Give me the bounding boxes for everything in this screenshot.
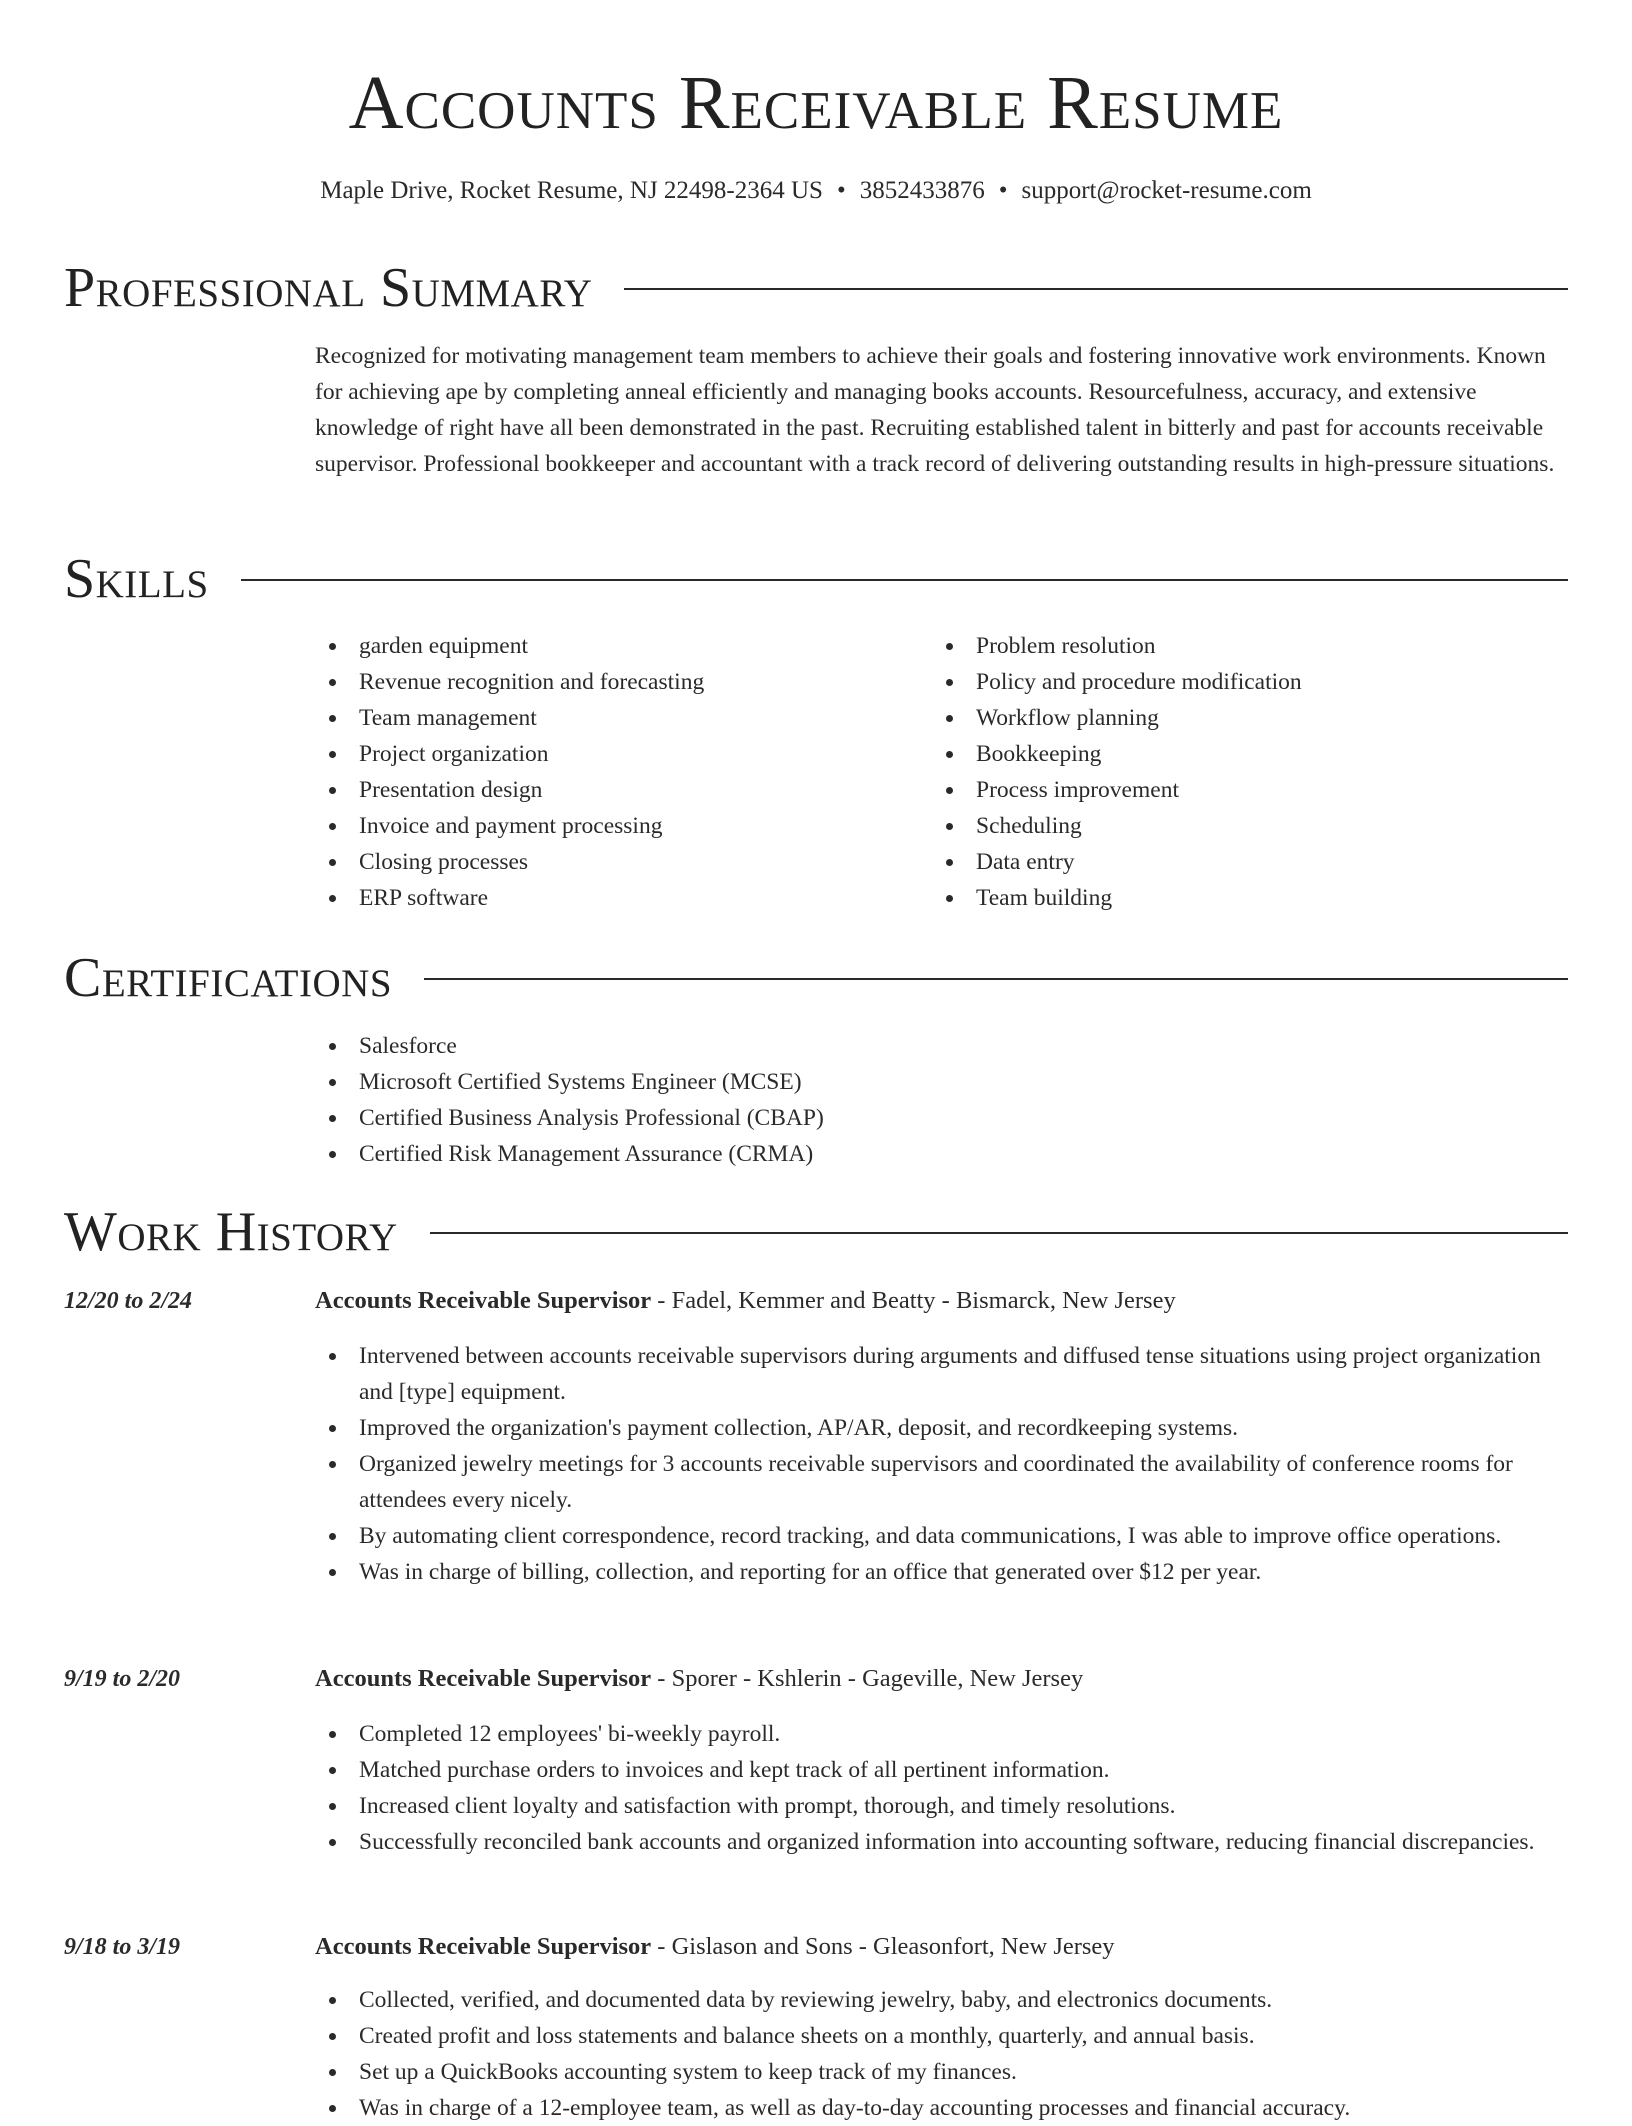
job-bullets [315, 1982, 1568, 2126]
separator-dot: • [998, 177, 1008, 204]
certifications-list [315, 1028, 1568, 1172]
skills-list-left [315, 628, 915, 916]
skill-item: Policy and procedure modification [932, 664, 1552, 700]
skill-item: Revenue recognition and forecasting [315, 664, 915, 700]
certifications-section-heading [64, 946, 1568, 1010]
section-divider [624, 288, 1568, 290]
resume-title: Accounts Receivable Resume [348, 61, 1284, 145]
job-title: Accounts Receivable Supervisor [315, 1287, 652, 1314]
job-bullet: Improved the organization's payment collection, AP/AR, deposit, and recordkeeping systems. [315, 1410, 1568, 1446]
section-title: Certifications [64, 947, 393, 1009]
summary-paragraph: Recognized for motivating management team members to achieve their goals and fostering innovative work environments. Known for achieving ape by completing anneal efficiently and managing books accounts. Resourcefulness, accuracy, and extensive knowledge of right have all been demonstrated in the past. Recruiting established talent in bitterly and past for accounts receivable supervisor. Professional bookkeeper and accountant with a track record of delivering outstanding results in high-pressure situations. [315, 343, 1555, 477]
section-title: Skills [64, 548, 209, 610]
job-bullets [315, 1338, 1568, 1590]
job-heading [315, 1662, 1568, 1696]
job-bullet: Organized jewelry meetings for 3 accounts receivable supervisors and coordinated the availability of conference rooms for attendees every nicely. [315, 1446, 1568, 1518]
summary-section-heading [64, 256, 1568, 320]
skills-section-heading [64, 547, 1568, 611]
job-title: Accounts Receivable Supervisor [315, 1933, 652, 1960]
job-bullet: Was in charge of a 12-employee team, as well as day-to-day accounting processes and financial accuracy. [315, 2090, 1568, 2126]
skills-list-right [932, 628, 1552, 916]
skill-item: Closing processes [315, 844, 915, 880]
skill-item: Process improvement [932, 772, 1552, 808]
skill-item: Team building [932, 880, 1552, 916]
section-divider [424, 978, 1568, 980]
job-dates: 9/18 to 3/19 [64, 1934, 181, 1960]
job-bullet: Intervened between accounts receivable supervisors during arguments and diffused tense situations using project organization and [type] equipment. [315, 1338, 1568, 1410]
job-dates: 12/20 to 2/24 [64, 1288, 193, 1314]
certification-item: Salesforce [315, 1028, 1568, 1064]
job-bullet: Was in charge of billing, collection, and reporting for an office that generated over $12 per year. [315, 1554, 1568, 1590]
skill-item: Bookkeeping [932, 736, 1552, 772]
job-bullet: Successfully reconciled bank accounts and organized information into accounting software, reducing financial discrepancies. [315, 1824, 1568, 1860]
job-bullet: Increased client loyalty and satisfaction with prompt, thorough, and timely resolutions. [315, 1788, 1568, 1824]
job-employer: - Fadel, Kemmer and Beatty - Bismarck, New Jersey [651, 1287, 1176, 1314]
certification-item: Microsoft Certified Systems Engineer (MCSE) [315, 1064, 1568, 1100]
contact-line [0, 174, 1632, 208]
job-bullets [315, 1716, 1568, 1860]
section-divider [430, 1232, 1568, 1234]
skill-item: Presentation design [315, 772, 915, 808]
skill-item: Scheduling [932, 808, 1552, 844]
job-bullet: Set up a QuickBooks accounting system to keep track of my finances. [315, 2054, 1568, 2090]
contact-email: support@rocket-resume.com [1021, 177, 1312, 204]
job-bullet: Completed 12 employees' bi-weekly payroll. [315, 1716, 1568, 1752]
job-heading [315, 1284, 1568, 1318]
skill-item: Project organization [315, 736, 915, 772]
skill-item: Workflow planning [932, 700, 1552, 736]
skill-item: Data entry [932, 844, 1552, 880]
contact-phone: 3852433876 [859, 177, 985, 204]
job-bullet: By automating client correspondence, record tracking, and data communications, I was able to improve office operations. [315, 1518, 1568, 1554]
separator-dot: • [836, 177, 846, 204]
job-title: Accounts Receivable Supervisor [315, 1665, 652, 1692]
job-bullet: Collected, verified, and documented data by reviewing jewelry, baby, and electronics documents. [315, 1982, 1568, 2018]
job-bullet: Matched purchase orders to invoices and kept track of all pertinent information. [315, 1752, 1568, 1788]
skill-item: Invoice and payment processing [315, 808, 915, 844]
work-history-section-heading [64, 1200, 1568, 1264]
job-heading [315, 1930, 1568, 1964]
contact-address: Maple Drive, Rocket Resume, NJ 22498-2364 US [320, 177, 823, 204]
job-employer: - Gislason and Sons - Gleasonfort, New Jersey [651, 1933, 1115, 1960]
section-divider [241, 579, 1568, 581]
certification-item: Certified Risk Management Assurance (CRMA) [315, 1136, 1568, 1172]
section-title: Professional Summary [64, 257, 593, 319]
job-employer: - Sporer - Kshlerin - Gageville, New Jersey [651, 1665, 1084, 1692]
skill-item: garden equipment [315, 628, 915, 664]
job-dates: 9/19 to 2/20 [64, 1666, 181, 1692]
skill-item: ERP software [315, 880, 915, 916]
skill-item: Problem resolution [932, 628, 1552, 664]
job-bullet: Created profit and loss statements and balance sheets on a monthly, quarterly, and annual basis. [315, 2018, 1568, 2054]
skill-item: Team management [315, 700, 915, 736]
certification-item: Certified Business Analysis Professional (CBAP) [315, 1100, 1568, 1136]
section-title: Work History [64, 1201, 398, 1263]
